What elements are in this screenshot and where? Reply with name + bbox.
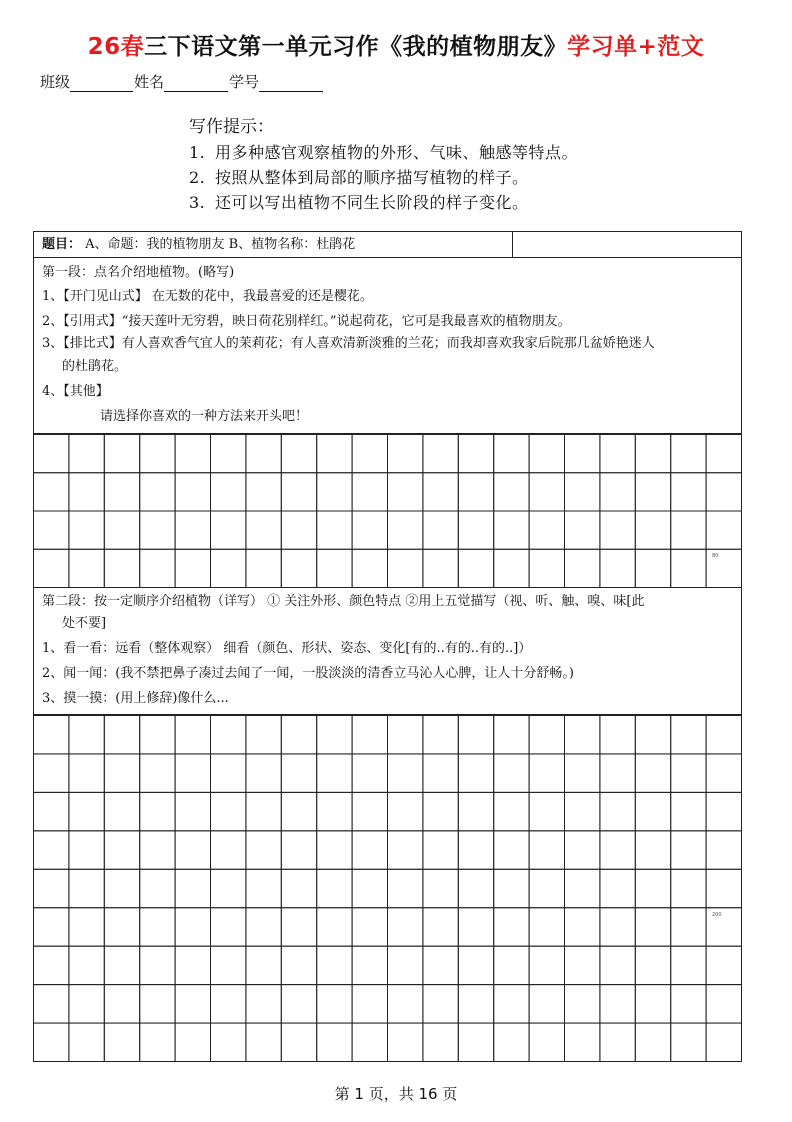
tip-item: 3. 还可以写出植物不同生长阶段的样子变化。	[189, 193, 529, 212]
grid-cell[interactable]	[34, 716, 69, 754]
grid-cell[interactable]	[423, 908, 458, 946]
topic-cell	[34, 232, 513, 257]
grid-cell[interactable]	[671, 908, 706, 946]
grid-cell[interactable]	[600, 549, 635, 587]
grid-cell[interactable]	[352, 716, 387, 754]
grid-cell[interactable]	[494, 869, 529, 907]
grid-cell[interactable]	[423, 511, 458, 549]
grid-cell[interactable]	[34, 473, 69, 511]
grid-cell[interactable]	[600, 1023, 635, 1061]
grid-cell[interactable]	[423, 754, 458, 792]
grid-cell[interactable]	[423, 549, 458, 587]
grid-cell[interactable]	[352, 985, 387, 1023]
section-1	[33, 257, 742, 434]
grid-cell[interactable]	[706, 511, 741, 549]
grid-cell[interactable]	[175, 511, 210, 549]
grid-cell[interactable]	[565, 549, 600, 587]
grid-cell[interactable]	[706, 869, 741, 907]
grid-cell[interactable]	[423, 869, 458, 907]
section2-heading-cont: 处不要]	[62, 616, 107, 631]
grid-cell[interactable]	[246, 792, 281, 830]
grid-cell[interactable]	[529, 716, 564, 754]
grid-cell[interactable]	[175, 435, 210, 473]
grid-cell[interactable]	[34, 435, 69, 473]
grid-cell[interactable]	[246, 946, 281, 984]
grid-cell[interactable]	[317, 1023, 352, 1061]
grid-cell[interactable]	[104, 1023, 139, 1061]
grid-cell[interactable]	[635, 946, 670, 984]
grid-cell[interactable]	[352, 435, 387, 473]
grid-cell[interactable]	[388, 946, 423, 984]
grid-cell[interactable]	[565, 831, 600, 869]
grid-cell[interactable]	[34, 946, 69, 984]
grid-cell[interactable]	[317, 754, 352, 792]
grid-cell[interactable]	[104, 831, 139, 869]
grid-cell[interactable]	[671, 754, 706, 792]
grid-cell[interactable]	[175, 869, 210, 907]
grid-cell[interactable]	[211, 792, 246, 830]
grid-cell[interactable]	[281, 549, 316, 587]
grid-cell[interactable]	[529, 985, 564, 1023]
tip-item: 2. 按照从整体到局部的顺序描写植物的样子。	[189, 168, 529, 187]
grid-cell[interactable]	[211, 435, 246, 473]
grid-cell[interactable]	[706, 946, 741, 984]
grid-cell[interactable]	[352, 869, 387, 907]
grid-cell[interactable]	[565, 473, 600, 511]
section1-item: 2、【引用式】“接天莲叶无穷碧，映日荷花别样红。”说起荷花，它可是我最喜欢的植物朋友。	[42, 314, 571, 329]
grid-cell[interactable]	[317, 908, 352, 946]
section1-heading: 第一段：点名介绍地植物。(略写)	[42, 265, 235, 280]
grid-cell[interactable]	[388, 473, 423, 511]
grid-cell[interactable]	[246, 435, 281, 473]
grid-cell[interactable]	[352, 831, 387, 869]
grid-cell[interactable]	[388, 985, 423, 1023]
grid-cell[interactable]	[246, 985, 281, 1023]
grid-cell[interactable]	[494, 549, 529, 587]
title-prefix: 26春	[87, 34, 145, 60]
grid-cell[interactable]	[565, 792, 600, 830]
grid-cell[interactable]	[352, 792, 387, 830]
grid-cell[interactable]	[246, 716, 281, 754]
grid-cell[interactable]	[423, 435, 458, 473]
grid-cell[interactable]	[140, 792, 175, 830]
grid-cell[interactable]	[34, 1023, 69, 1061]
grid-cell[interactable]	[706, 435, 741, 473]
grid-cell[interactable]	[352, 549, 387, 587]
grid-cell[interactable]	[317, 716, 352, 754]
grid-cell[interactable]	[529, 831, 564, 869]
grid-cell[interactable]	[69, 549, 104, 587]
grid-cell[interactable]	[281, 716, 316, 754]
grid-cell[interactable]	[104, 946, 139, 984]
grid-cell[interactable]	[175, 549, 210, 587]
section-2	[33, 587, 742, 715]
grid-cell[interactable]	[175, 473, 210, 511]
grid-cell[interactable]	[211, 549, 246, 587]
grid-cell[interactable]	[494, 1023, 529, 1061]
grid-cell[interactable]	[458, 908, 493, 946]
grid-cell[interactable]	[388, 754, 423, 792]
grid-cell[interactable]	[671, 985, 706, 1023]
grid-cell[interactable]	[494, 792, 529, 830]
grid-cell[interactable]	[317, 511, 352, 549]
grid-cell[interactable]	[211, 985, 246, 1023]
grid-cell[interactable]	[600, 831, 635, 869]
grid-cell[interactable]	[281, 511, 316, 549]
word-count-marker: 80	[712, 553, 719, 559]
section2-heading: 第二段：按一定顺序介绍植物（详写） ① 关注外形、颜色特点 ②用上五觉描写（视、听、触、嗅、味[此	[42, 594, 645, 609]
grid-cell[interactable]	[600, 792, 635, 830]
grid-cell[interactable]	[423, 473, 458, 511]
grid-cell[interactable]	[388, 792, 423, 830]
grid-cell[interactable]	[175, 1023, 210, 1061]
grid-cell[interactable]	[388, 549, 423, 587]
grid-cell[interactable]	[565, 716, 600, 754]
grid-cell[interactable]	[706, 473, 741, 511]
grid-cell[interactable]	[104, 435, 139, 473]
grid-cell[interactable]	[423, 831, 458, 869]
grid-cell[interactable]	[175, 985, 210, 1023]
grid-cell[interactable]	[104, 985, 139, 1023]
grid-cell[interactable]	[104, 754, 139, 792]
grid-cell[interactable]	[281, 754, 316, 792]
grid-cell[interactable]	[140, 473, 175, 511]
grid-cell[interactable]	[671, 473, 706, 511]
grid-cell[interactable]	[529, 473, 564, 511]
grid-cell[interactable]	[600, 511, 635, 549]
grid-cell[interactable]	[706, 792, 741, 830]
grid-cell[interactable]	[600, 908, 635, 946]
grid-cell[interactable]	[281, 792, 316, 830]
grid-cell[interactable]	[281, 946, 316, 984]
grid-cell[interactable]	[246, 511, 281, 549]
grid-cell[interactable]	[281, 473, 316, 511]
grid-cell[interactable]	[671, 511, 706, 549]
grid-cell[interactable]	[388, 908, 423, 946]
grid-cell[interactable]	[211, 869, 246, 907]
grid-cell[interactable]	[635, 985, 670, 1023]
grid-cell[interactable]	[565, 946, 600, 984]
grid-cell[interactable]	[317, 549, 352, 587]
grid-cell[interactable]	[388, 831, 423, 869]
grid-cell[interactable]	[635, 549, 670, 587]
grid-cell[interactable]	[565, 908, 600, 946]
grid-cell[interactable]	[69, 473, 104, 511]
grid-cell[interactable]	[175, 754, 210, 792]
grid-cell[interactable]	[529, 946, 564, 984]
name-label: 姓名	[134, 73, 165, 91]
grid-cell[interactable]	[246, 473, 281, 511]
grid-cell[interactable]	[600, 869, 635, 907]
grid-cell[interactable]	[175, 716, 210, 754]
grid-cell[interactable]	[458, 985, 493, 1023]
grid-cell[interactable]	[494, 946, 529, 984]
grid-cell[interactable]	[458, 792, 493, 830]
grid-cell[interactable]	[352, 511, 387, 549]
grid-cell[interactable]	[352, 946, 387, 984]
grid-cell[interactable]	[104, 792, 139, 830]
section1-item: 1、【开门见山式】 在无数的花中，我最喜爱的还是樱花。	[42, 289, 373, 304]
grid-cell[interactable]	[565, 985, 600, 1023]
grid-cell[interactable]	[706, 985, 741, 1023]
grid-cell[interactable]	[458, 435, 493, 473]
grid-cell[interactable]	[529, 435, 564, 473]
grid-cell[interactable]	[423, 985, 458, 1023]
grid-cell[interactable]	[529, 511, 564, 549]
grid-cell[interactable]	[246, 1023, 281, 1061]
grid-cell[interactable]	[34, 985, 69, 1023]
grid-cell[interactable]	[635, 792, 670, 830]
grid-cell[interactable]	[494, 511, 529, 549]
grid-cell[interactable]	[565, 1023, 600, 1061]
grid-cell[interactable]	[352, 908, 387, 946]
grid-cell[interactable]	[388, 511, 423, 549]
grid-cell[interactable]	[211, 511, 246, 549]
grid-cell[interactable]	[34, 792, 69, 830]
grid-cell[interactable]	[175, 792, 210, 830]
grid-cell[interactable]	[458, 946, 493, 984]
grid-cell[interactable]	[388, 435, 423, 473]
grid-cell[interactable]	[600, 985, 635, 1023]
grid-cell[interactable]	[34, 754, 69, 792]
section2-item: 1、看一看：远看（整体观察） 细看（颜色、形状、姿态、变化[有的..有的..有的..]）	[42, 641, 532, 656]
grid-cell[interactable]	[69, 831, 104, 869]
grid-cell[interactable]	[175, 908, 210, 946]
grid-cell[interactable]	[494, 985, 529, 1023]
grid-cell[interactable]	[388, 716, 423, 754]
tip-item: 1. 用多种感官观察植物的外形、气味、触感等特点。	[189, 143, 579, 162]
grid-cell[interactable]	[317, 792, 352, 830]
grid-2-svg[interactable]	[33, 715, 742, 1062]
grid-cell[interactable]	[423, 792, 458, 830]
grid-cell[interactable]	[140, 985, 175, 1023]
grid-cell[interactable]	[494, 831, 529, 869]
grid-cell[interactable]	[529, 792, 564, 830]
grid-cell[interactable]	[635, 473, 670, 511]
grid-cell[interactable]	[69, 754, 104, 792]
grid-cell[interactable]	[104, 869, 139, 907]
grid-cell[interactable]	[423, 946, 458, 984]
grid-cell[interactable]	[317, 435, 352, 473]
number-label: 学号	[229, 73, 260, 91]
grid-cell[interactable]	[34, 511, 69, 549]
grid-cell[interactable]	[706, 1023, 741, 1061]
section2-item: 3、摸一摸：(用上修辞)像什么...	[42, 691, 229, 706]
section1-item-cont: 的杜鹃花。	[62, 359, 128, 374]
section1-item: 3、【排比式】有人喜欢香气宜人的茉莉花；有人喜欢清新淡雅的兰花；而我却喜欢我家后院那几盆娇艳迷人	[42, 336, 655, 351]
grid-cell[interactable]	[140, 946, 175, 984]
grid-cell[interactable]	[140, 908, 175, 946]
grid-cell[interactable]	[34, 549, 69, 587]
grid-cell[interactable]	[565, 435, 600, 473]
number-blank[interactable]	[259, 77, 323, 92]
grid-cell[interactable]	[281, 435, 316, 473]
grid-cell[interactable]	[140, 831, 175, 869]
class-blank[interactable]	[70, 77, 133, 92]
grid-cell[interactable]	[458, 473, 493, 511]
grid-cell[interactable]	[529, 908, 564, 946]
grid-cell[interactable]	[211, 754, 246, 792]
grid-cell[interactable]	[211, 716, 246, 754]
grid-cell[interactable]	[671, 831, 706, 869]
grid-cell[interactable]	[458, 754, 493, 792]
grid-cell[interactable]	[529, 754, 564, 792]
grid-cell[interactable]	[565, 754, 600, 792]
grid-cell[interactable]	[281, 831, 316, 869]
grid-cell[interactable]	[635, 1023, 670, 1061]
grid-cell[interactable]	[211, 1023, 246, 1061]
writing-tips	[189, 114, 578, 215]
grid-cell[interactable]	[140, 716, 175, 754]
grid-cell[interactable]	[635, 716, 670, 754]
grid-cell[interactable]	[69, 716, 104, 754]
grid-cell[interactable]	[140, 435, 175, 473]
grid-cell[interactable]	[317, 473, 352, 511]
grid-cell[interactable]	[458, 716, 493, 754]
grid-cell[interactable]	[211, 946, 246, 984]
tips-heading: 写作提示：	[189, 117, 274, 137]
topic-row	[33, 231, 742, 258]
grid-cell[interactable]	[352, 754, 387, 792]
grid-cell[interactable]	[529, 869, 564, 907]
grid-cell[interactable]	[175, 831, 210, 869]
grid-cell[interactable]	[211, 831, 246, 869]
grid-cell[interactable]	[423, 1023, 458, 1061]
grid-cell[interactable]	[706, 831, 741, 869]
grid-cell[interactable]	[281, 985, 316, 1023]
grid-cell[interactable]	[635, 831, 670, 869]
grid-cell[interactable]	[69, 792, 104, 830]
grid-cell[interactable]	[529, 1023, 564, 1061]
grid-cell[interactable]	[600, 716, 635, 754]
name-blank[interactable]	[164, 77, 228, 92]
grid-cell[interactable]	[565, 869, 600, 907]
grid-cell[interactable]	[458, 549, 493, 587]
grid-cell[interactable]	[529, 549, 564, 587]
grid-cell[interactable]	[600, 754, 635, 792]
word-count-marker: 200	[712, 912, 722, 918]
grid-cell[interactable]	[352, 1023, 387, 1061]
grid-cell[interactable]	[352, 473, 387, 511]
grid-cell[interactable]	[140, 754, 175, 792]
grid-cell[interactable]	[458, 831, 493, 869]
grid-cell[interactable]	[494, 716, 529, 754]
grid-cell[interactable]	[104, 908, 139, 946]
grid-cell[interactable]	[317, 869, 352, 907]
grid-cell[interactable]	[388, 1023, 423, 1061]
grid-cell[interactable]	[69, 1023, 104, 1061]
grid-cell[interactable]	[104, 473, 139, 511]
grid-cell[interactable]	[246, 869, 281, 907]
grid-cell[interactable]	[671, 1023, 706, 1061]
class-label: 班级	[40, 73, 71, 91]
grid-cell[interactable]	[281, 908, 316, 946]
grid-cell[interactable]	[104, 549, 139, 587]
grid-cell[interactable]	[69, 908, 104, 946]
grid-cell[interactable]	[494, 435, 529, 473]
grid-cell[interactable]	[317, 946, 352, 984]
section1-item: 4、【其他】	[42, 384, 109, 399]
grid-cell[interactable]	[69, 946, 104, 984]
grid-cell[interactable]	[175, 946, 210, 984]
grid-cell[interactable]	[211, 908, 246, 946]
section1-prompt: 请选择你喜欢的一种方法来开头吧！	[100, 409, 309, 424]
grid-cell[interactable]	[246, 754, 281, 792]
grid-cell[interactable]	[246, 831, 281, 869]
grid-cell[interactable]	[565, 511, 600, 549]
grid-cell[interactable]	[34, 831, 69, 869]
grid-cell[interactable]	[706, 716, 741, 754]
grid-cell[interactable]	[246, 908, 281, 946]
grid-cell[interactable]	[69, 985, 104, 1023]
topic-text: A、命题：我的植物朋友 B、植物名称：杜鹃花	[85, 237, 356, 252]
section2-item: 2、闻一闻：(我不禁把鼻子凑过去闻了一闻，一股淡淡的清香立马沁人心脾，让人十分舒畅。)	[42, 666, 574, 681]
grid-cell[interactable]	[600, 946, 635, 984]
grid-cell[interactable]	[281, 869, 316, 907]
grid-cell[interactable]	[600, 435, 635, 473]
grid-cell[interactable]	[281, 1023, 316, 1061]
grid-cell[interactable]	[458, 869, 493, 907]
writing-grid-2[interactable]	[33, 715, 742, 1062]
grid-cell[interactable]	[671, 946, 706, 984]
grid-cell[interactable]	[671, 435, 706, 473]
page-title	[0, 28, 792, 61]
grid-cell[interactable]	[246, 549, 281, 587]
grid-cell[interactable]	[211, 473, 246, 511]
grid-cell[interactable]	[671, 869, 706, 907]
grid-cell[interactable]	[140, 511, 175, 549]
grid-cell[interactable]	[706, 754, 741, 792]
student-info	[40, 71, 324, 92]
grid-cell[interactable]	[104, 716, 139, 754]
grid-cell[interactable]	[600, 473, 635, 511]
grid-cell[interactable]	[388, 869, 423, 907]
grid-cell[interactable]	[69, 511, 104, 549]
grid-cell[interactable]	[317, 831, 352, 869]
grid-cell[interactable]	[671, 549, 706, 587]
grid-cell[interactable]	[34, 869, 69, 907]
grid-cell[interactable]	[140, 1023, 175, 1061]
topic-label: 题目：	[42, 237, 82, 252]
grid-cell[interactable]	[458, 1023, 493, 1061]
grid-cell[interactable]	[635, 908, 670, 946]
title-main: 三下语文第一单元习作《我的植物朋友》	[144, 34, 568, 60]
grid-cell[interactable]	[671, 792, 706, 830]
title-suffix: 学习单+范文	[567, 34, 705, 60]
grid-cell[interactable]	[140, 869, 175, 907]
grid-cell[interactable]	[104, 511, 139, 549]
grid-cell[interactable]	[635, 435, 670, 473]
grid-cell[interactable]	[423, 716, 458, 754]
writing-grid-1[interactable]	[33, 434, 742, 588]
grid-cell[interactable]	[69, 869, 104, 907]
grid-cell[interactable]	[494, 473, 529, 511]
grid-cell[interactable]	[494, 908, 529, 946]
grid-cell[interactable]	[317, 985, 352, 1023]
grid-cell[interactable]	[494, 754, 529, 792]
grid-cell[interactable]	[635, 869, 670, 907]
grid-cell[interactable]	[635, 754, 670, 792]
grid-cell[interactable]	[635, 511, 670, 549]
grid-cell[interactable]	[671, 716, 706, 754]
grid-cell[interactable]	[34, 908, 69, 946]
page-footer: 第 1 页，共 16 页	[334, 1085, 458, 1103]
grid-1-svg[interactable]	[33, 434, 742, 588]
grid-cell[interactable]	[140, 549, 175, 587]
grid-cell[interactable]	[69, 435, 104, 473]
grid-cell[interactable]	[458, 511, 493, 549]
